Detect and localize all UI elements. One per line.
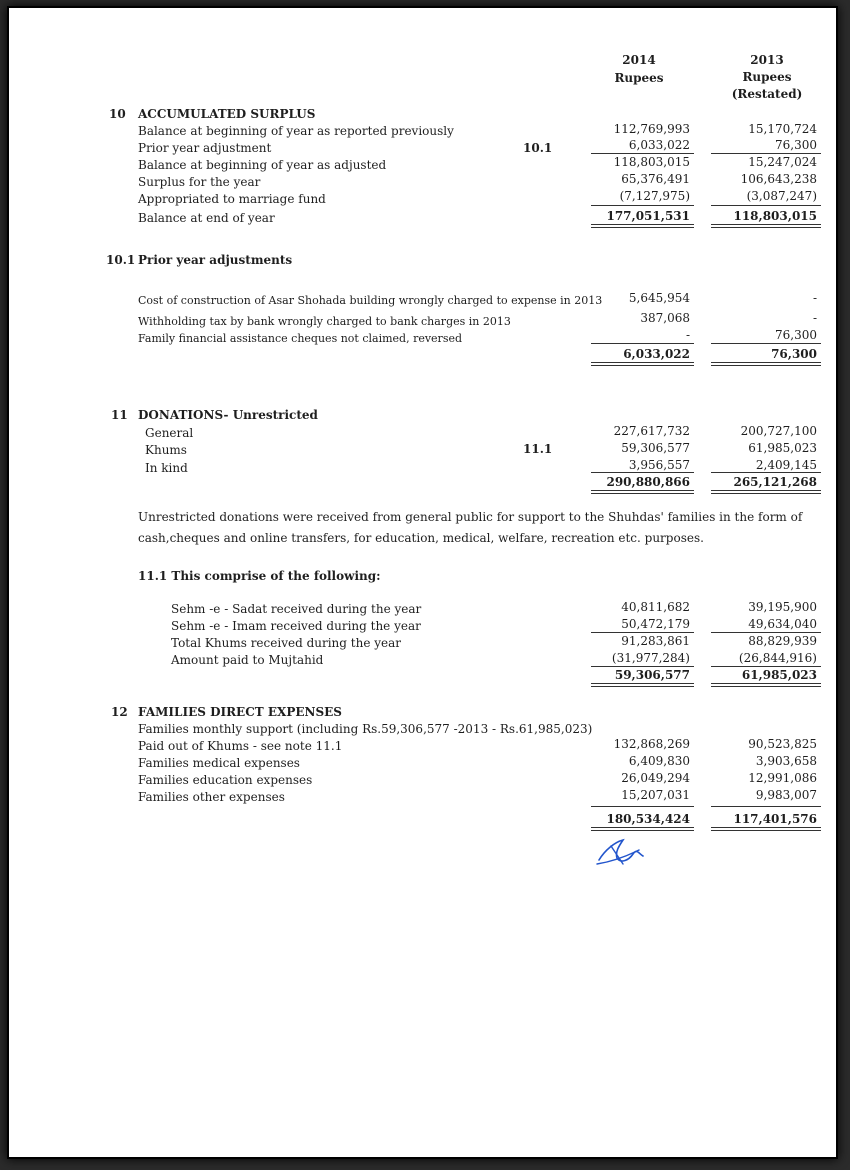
value-2014: (31,977,284)	[611, 651, 690, 665]
row-label: Prior year adjustment	[138, 141, 272, 155]
underline	[711, 806, 821, 807]
col-2014-unit: Rupees	[614, 71, 664, 85]
value-2013: 90,523,825	[748, 737, 817, 751]
value-2014: 227,617,732	[613, 424, 690, 438]
section-subtitle: Families monthly support (including Rs.59,306,577 -2013 - Rs.61,985,023)	[138, 722, 593, 736]
value-2013: 200,727,100	[740, 424, 817, 438]
value-2013: 3,903,658	[755, 754, 817, 768]
value-2014: 132,868,269	[613, 737, 690, 751]
value-2013: -	[812, 311, 817, 325]
double-underline	[591, 683, 694, 687]
value-2014: 387,068	[640, 311, 690, 325]
total-2013: 61,985,023	[741, 668, 817, 682]
underline	[591, 153, 694, 154]
value-2013: 15,170,724	[748, 122, 817, 136]
row-label: Families education expenses	[138, 773, 313, 787]
row-label: Balance at beginning of year as reported previously	[138, 124, 454, 138]
subsection-title: 11.1 This comprise of the following:	[138, 569, 381, 583]
total-2013: 118,803,015	[733, 209, 817, 223]
col-2013-restated: (Restated)	[731, 87, 803, 101]
underline	[591, 472, 694, 473]
double-underline	[711, 362, 821, 366]
value-2014: 15,207,031	[621, 788, 690, 802]
section-title: FAMILIES DIRECT EXPENSES	[138, 705, 342, 719]
underline	[711, 472, 821, 473]
value-2014: 91,283,861	[621, 634, 690, 648]
statement-page	[7, 6, 838, 1159]
underline	[591, 666, 694, 667]
row-label: Family financial assistance cheques not claimed, reversed	[138, 332, 463, 345]
row-label: Appropriated to marriage fund	[138, 192, 326, 206]
signature	[593, 834, 649, 870]
note-ref: 11.1	[523, 442, 553, 456]
double-underline	[711, 224, 821, 228]
underline	[711, 666, 821, 667]
row-label: Withholding tax by bank wrongly charged to bank charges in 2013	[138, 315, 511, 328]
row-label: Khums	[145, 443, 187, 457]
value-2013: 2,409,145	[755, 458, 817, 472]
total-2014: 6,033,022	[623, 347, 690, 361]
underline	[591, 343, 694, 344]
underline	[711, 632, 821, 633]
underline	[591, 632, 694, 633]
section-title: DONATIONS- Unrestricted	[138, 408, 318, 422]
total-2013: 265,121,268	[733, 475, 817, 489]
value-2014: 3,956,557	[628, 458, 690, 472]
underline	[591, 205, 694, 206]
value-2013: 9,983,007	[755, 788, 817, 802]
row-label: Families other expenses	[138, 790, 285, 804]
value-2013: 49,634,040	[748, 617, 817, 631]
section-title: Prior year adjustments	[138, 253, 293, 267]
value-2013: 15,247,024	[748, 155, 817, 169]
total-2014: 180,534,424	[606, 812, 690, 826]
row-label: Cost of construction of Asar Shohada building wrongly charged to expense in 2013	[138, 294, 603, 307]
value-2014: 65,376,491	[621, 172, 690, 186]
underline	[591, 806, 694, 807]
value-2014: 5,645,954	[628, 291, 690, 305]
col-2014-year: 2014	[622, 53, 656, 67]
value-2014: -	[685, 328, 690, 342]
value-2013: (26,844,916)	[738, 651, 817, 665]
row-label: In kind	[145, 461, 188, 475]
section-number: 10.1	[106, 253, 136, 267]
col-2013-year: 2013	[750, 53, 784, 67]
value-2013: 106,643,238	[740, 172, 817, 186]
double-underline	[711, 683, 821, 687]
row-label: Balance at beginning of year as adjusted	[138, 158, 387, 172]
value-2014: 59,306,577	[621, 441, 690, 455]
value-2013: 61,985,023	[748, 441, 817, 455]
total-2013: 117,401,576	[733, 812, 817, 826]
value-2013: 76,300	[775, 328, 817, 342]
row-label: Sehm -e - Imam received during the year	[171, 619, 421, 633]
donations-description: Unrestricted donations were received from general public for support to the Shuhdas' families in the form of cash,cheques and online transfers, for education, medical, welfare, recreation etc. purposes.	[138, 510, 803, 545]
total-2013: 76,300	[771, 347, 817, 361]
col-2013-unit: Rupees	[742, 70, 792, 84]
value-2013: (3,087,247)	[746, 189, 817, 203]
row-label: Amount paid to Mujtahid	[171, 653, 324, 667]
double-underline	[711, 827, 821, 831]
total-2014: 59,306,577	[614, 668, 690, 682]
row-label: Surplus for the year	[138, 175, 261, 189]
section-number: 10	[109, 107, 126, 121]
value-2013: 76,300	[775, 138, 817, 152]
underline	[711, 343, 821, 344]
value-2014: 112,769,993	[613, 122, 690, 136]
double-underline	[591, 827, 694, 831]
value-2013: 39,195,900	[748, 600, 817, 614]
double-underline	[591, 224, 694, 228]
value-2014: 26,049,294	[621, 771, 690, 785]
total-2014: 177,051,531	[606, 209, 690, 223]
value-2013: -	[812, 291, 817, 305]
row-label: General	[145, 426, 194, 440]
section-number: 12	[111, 705, 128, 719]
section-number: 11	[111, 408, 128, 422]
underline	[711, 153, 821, 154]
double-underline	[591, 490, 694, 494]
row-label: Paid out of Khums - see note 11.1	[138, 739, 343, 753]
row-label: Sehm -e - Sadat received during the year	[171, 602, 422, 616]
total-2014: 290,880,866	[606, 475, 690, 489]
value-2014: 40,811,682	[621, 600, 690, 614]
section-title: ACCUMULATED SURPLUS	[138, 107, 316, 121]
value-2013: 88,829,939	[748, 634, 817, 648]
value-2014: 50,472,179	[621, 617, 690, 631]
row-label: Total Khums received during the year	[171, 636, 402, 650]
underline	[711, 205, 821, 206]
note-ref: 10.1	[523, 141, 553, 155]
value-2013: 12,991,086	[748, 771, 817, 785]
row-label: Families medical expenses	[138, 756, 300, 770]
value-2014: (7,127,975)	[619, 189, 690, 203]
row-label: Balance at end of year	[138, 211, 275, 225]
double-underline	[591, 362, 694, 366]
double-underline	[711, 490, 821, 494]
value-2014: 118,803,015	[613, 155, 690, 169]
value-2014: 6,409,830	[628, 754, 690, 768]
value-2014: 6,033,022	[628, 138, 690, 152]
